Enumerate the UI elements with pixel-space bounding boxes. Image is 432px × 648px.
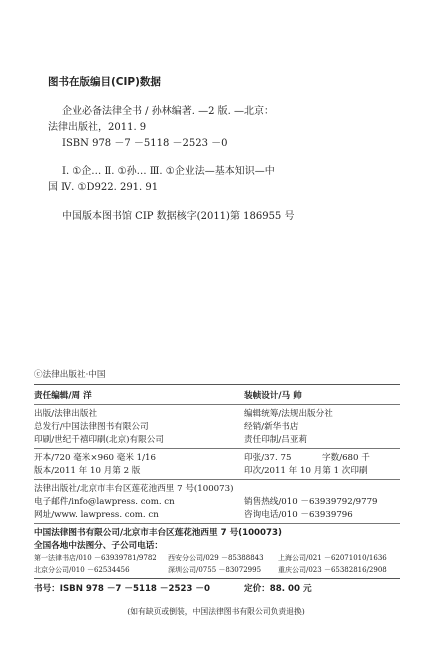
divider [34,523,400,524]
publisher-address: 法律出版社/北京市丰台区莲花池西里 7 号(100073) [34,484,234,494]
printed-sheets: 印张/37. 75 [244,453,292,463]
seller: 经销/新华书店 [244,422,299,432]
book-format: 开本/720 毫米×960 毫米 1/16 [34,453,156,463]
publisher: 出版/法律出版社 [34,409,98,419]
divider [34,448,400,449]
printer: 印刷/世纪千禧印刷(北京)有限公司 [34,435,164,445]
branch-phone: 上海公司/021 －62071010/1636 [278,554,387,562]
cip-header: 图书在版编目(CIP)数据 [48,76,161,88]
distributor: 总发行/中国法律图书有限公司 [34,422,149,432]
publisher-email: 电子邮件/info@lawpress. com. cn [34,497,175,507]
cip-line-5: 国 Ⅳ. ①D922. 291. 91 [48,182,159,193]
divider [34,479,400,480]
printing: 印次/2011 年 10 月第 1 次印刷 [244,466,368,476]
cip-line-3: ISBN 978 －7 －5118 －2523 －0 [62,138,228,149]
print-manager: 责任印制/吕亚莉 [244,435,308,445]
inquiry-phone: 咨询电话/010 －63939796 [244,510,353,520]
branch-phone: 第一法律书店/010 －63939781/9782 [34,554,157,562]
sales-hotline: 销售热线/010 －63939792/9779 [244,497,378,507]
cip-line-2: 法律出版社，2011. 9 [48,122,147,133]
company-address: 中国法律图书有限公司/北京市丰台区莲花池西里 7 号(100073) [34,528,282,538]
divider [34,404,400,405]
copyright-line: ⓒ法律出版社·中国 [34,370,106,380]
responsible-editor: 责任编辑/周 洋 [34,391,92,401]
word-count: 字数/680 千 [322,453,370,463]
price: 定价：88. 00 元 [244,584,312,594]
isbn-line: 书号：ISBN 978 －7 －5118 －2523 －0 [34,584,210,594]
branch-phone: 西安分公司/029 －85388843 [168,554,264,562]
binding-designer: 装帧设计/马 帅 [244,391,302,401]
cip-line-1: 企业必备法律全书 / 孙林编著. —2 版. —北京： [62,106,274,117]
editorial-planner: 编辑统筹/法规出版分社 [244,409,333,419]
publisher-website: 网址/www. lawpress. com. cn [34,510,159,520]
branch-phone: 北京分公司/010 －62534456 [34,566,130,574]
branches-title: 全国各地中法图分、子公司电话： [34,541,163,551]
cip-record: 中国版本图书馆 CIP 数据核字(2011)第 186955 号 [62,211,295,222]
divider [34,384,400,385]
return-note: (如有缺页或倒装，中国法律图书有限公司负责退换) [127,607,305,616]
edition: 版本/2011 年 10 月第 2 版 [34,466,141,476]
cip-line-4: Ⅰ. ①企… Ⅱ. ①孙… Ⅲ. ①企业法—基本知识—中 [62,166,275,177]
divider [34,578,400,579]
branch-phone: 深圳公司/0755 －83072995 [168,566,262,574]
branch-phone: 重庆公司/023 －65382816/2908 [278,566,387,574]
